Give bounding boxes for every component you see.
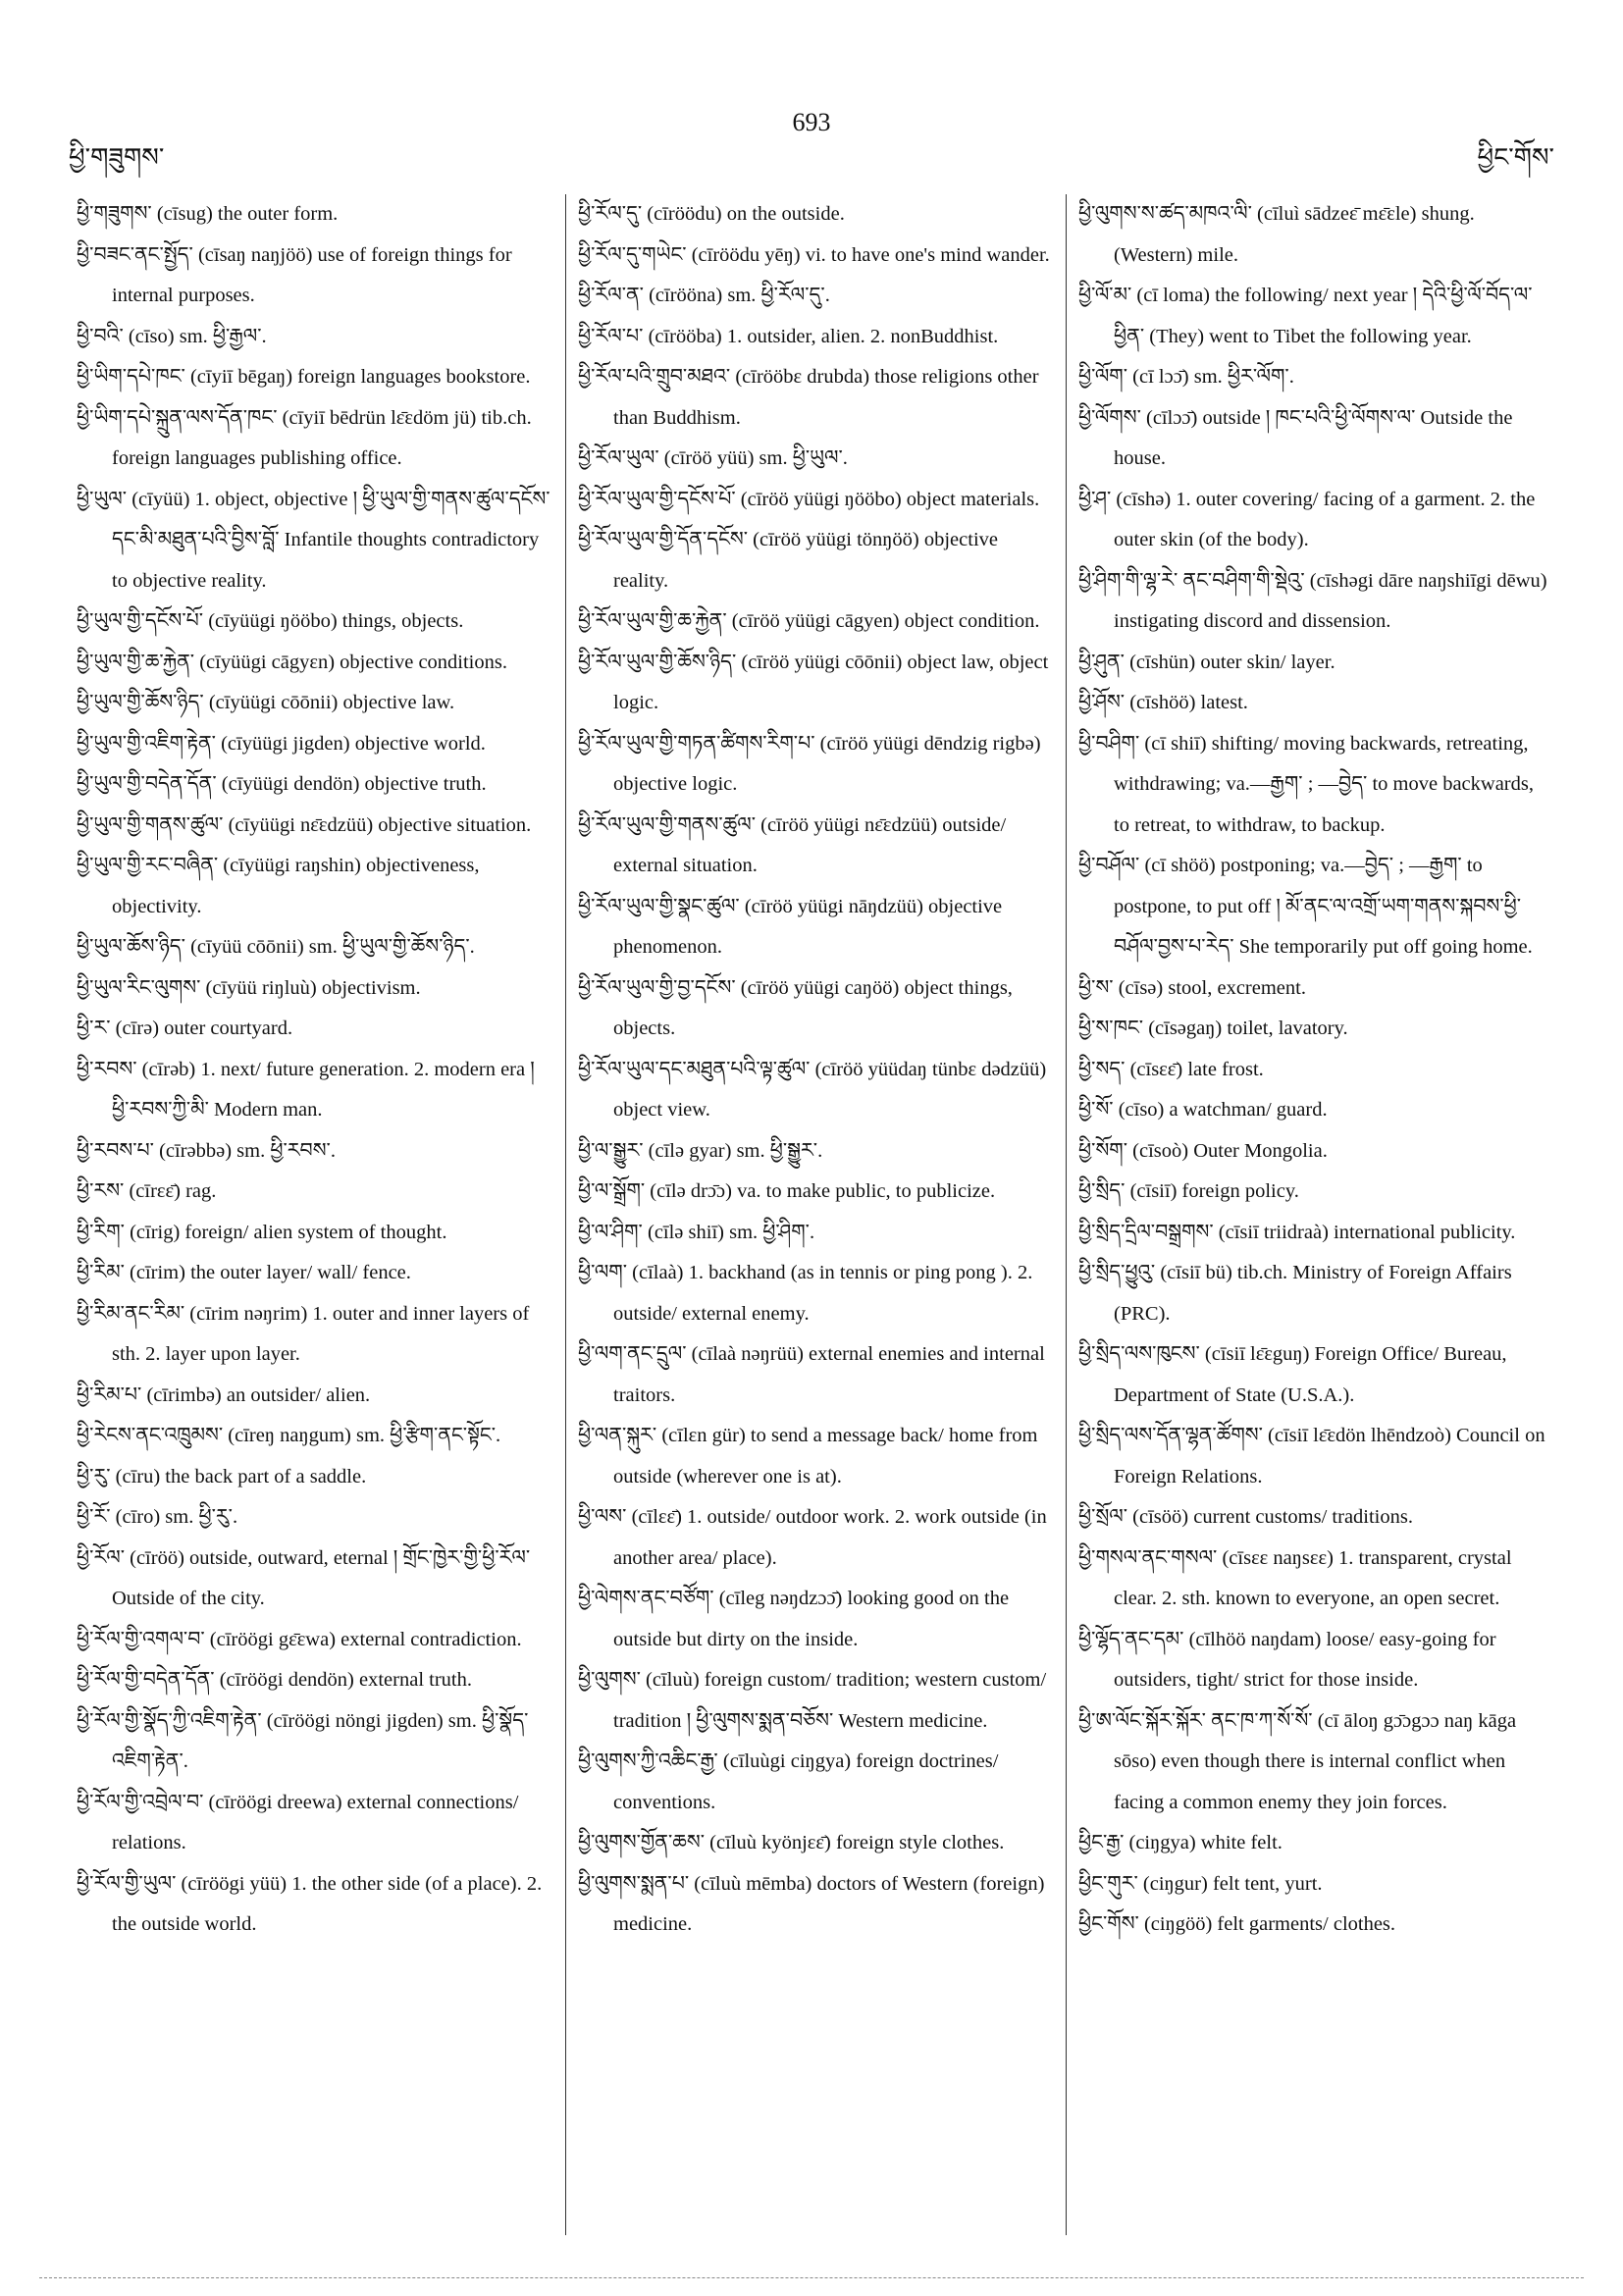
dictionary-entry: ཕྱི་ཡུལ་རིང་ལུགས་ (cīyüü riŋluù) objectivism. — [77, 976, 421, 999]
dictionary-entry: ཕྱི་རབས་ (cīrəb) 1. next/ future generation. 2. modern era ། ཕྱི་རབས་ཀྱི་མི་ Modern man. — [77, 1058, 535, 1121]
dictionary-entry: ཕྱི་ཡུལ་གྱི་འཇིག་རྟེན་ (cīyüügi jigden) objective world. — [77, 732, 486, 755]
dictionary-entry: ཕྱི་རོལ་གྱི་འབྲེལ་བ་ (cīröögi dreewa) external connections/ relations. — [77, 1791, 519, 1853]
dictionary-entry: ཕྱི་སྲིད་ལས་དོན་ལྷན་ཚོགས་ (cīsiī lɛ̄ɛdön lhēndzoò) Council on Foreign Relations. — [1078, 1425, 1545, 1487]
dictionary-entry: ཕྱི་སྲོལ་ (cīsöö) current customs/ traditions. — [1078, 1506, 1413, 1528]
page-header — [0, 108, 1623, 173]
dictionary-entry: ཕྱིང་གོས་ (ciŋgöö) felt garments/ clothes. — [1078, 1913, 1396, 1935]
dictionary-entry: ཕྱི་ཡིག་དཔེ་ཁང་ (cīyiī bēgaŋ) foreign languages bookstore. — [77, 366, 531, 388]
dictionary-entry: ཕྱི་རོལ་ཡུལ་ (cīröö yüü) sm. ཕྱི་ཡུལ་. — [578, 447, 848, 469]
dictionary-entry: ཕྱི་ལོ་མ་ (cī loma) the following/ next year ། དེའི་ཕྱི་ལོ་བོད་ལ་ཕྱིན་ (They) went to Tibet the following year. — [1078, 285, 1533, 347]
dictionary-entry: ཕྱི་ལ་སྒྲོག་ (cīlə drɔ̄ɔ) va. to make public, to publicize. — [578, 1180, 996, 1202]
dictionary-entry: ཕྱི་བཤིག་ (cī shiī) shifting/ moving backwards, retreating, withdrawing; va.—རྒྱག་ ; —བྱེད་ to move backwards, to retreat, to withdraw, to backup. — [1078, 732, 1534, 836]
page-number: 693 — [792, 108, 831, 136]
column-middle — [565, 194, 1066, 2235]
dictionary-entry: ཕྱི་ཨ་ལོང་སྐོར་སྐོར་ ནང་ཁ་ཀ་སོ་སོ་ (cī āloŋ gɔ̄ɔgɔɔ naŋ kāga sōso) even though there is internal conflict when facing a common enemy they join forces. — [1078, 1709, 1517, 1813]
dictionary-entry: ཕྱི་ལུགས་ (cīluù) foreign custom/ tradition; western custom/ tradition ། ཕྱི་ལུགས་སྨན་བཅོས་ Western medicine. — [578, 1669, 1047, 1732]
dictionary-entry: ཕྱི་རོལ་དུ་གཡེང་ (cīröödu yēŋ) vi. to have one's mind wander. — [578, 243, 1050, 266]
dictionary-entry: ཕྱི་ཤ་ (cīshə) 1. outer covering/ facing of a garment. 2. the outer skin (of the body). — [1078, 488, 1536, 550]
dictionary-entry: ཕྱི་ལྷོད་ནང་དམ་ (cīlhöö naŋdam) loose/ easy-going for outsiders, tight/ strict for those inside. — [1078, 1628, 1496, 1691]
dictionary-entry: ཕྱི་ལོགས་ (cīlɔɔ̄) outside ། ཁང་པའི་ཕྱི་ལོགས་ལ་ Outside the house. — [1078, 406, 1513, 469]
dictionary-entry: ཕྱི་ལུགས་ཀྱི་འཆིང་རྒྱ་ (cīluùgi ciŋgya) foreign doctrines/ conventions. — [578, 1750, 999, 1813]
page-footer-rule — [39, 2277, 1584, 2278]
dictionary-entry: ཕྱི་ཡུལ་ (cīyüü) 1. object, objective ། ཕྱི་ཡུལ་གྱི་གནས་ཚུལ་དངོས་དང་མི་མཐུན་པའི་བྱིས་བློ་ Infantile thoughts contradictory to objective reality. — [77, 488, 550, 592]
dictionary-entry: ཕྱི་ཡིག་དཔེ་སྐྲུན་ལས་དོན་ཁང་ (cīyiī bēdrün lɛ̄ɛdöm jü) tib.ch. foreign languages publishing office. — [77, 406, 532, 469]
dictionary-entry: ཕྱི་ལག་ (cīlaà) 1. backhand (as in tennis or ping pong ). 2. outside/ external enemy. — [578, 1262, 1033, 1325]
dictionary-entry: ཕྱི་ལག་ནང་དྲུལ་ (cīlaà nəŋrüü) external enemies and internal traitors. — [578, 1343, 1045, 1406]
dictionary-entry: ཕྱི་ལན་སྐུར་ (cīlɛn gür) to send a message back/ home from outside (wherever one is at). — [578, 1425, 1038, 1487]
dictionary-entry: ཕྱི་ལ་སྒྱུར་ (cīlə gyar) sm. ཕྱི་སྒྱུར་. — [578, 1139, 823, 1162]
dictionary-entry: ཕྱི་རོལ་ན་ (cīrööna) sm. ཕྱི་རོལ་དུ་. — [578, 285, 830, 306]
dictionary-entry: ཕྱི་རིམ་ (cīrim) the outer layer/ wall/ fence. — [77, 1262, 411, 1283]
dictionary-entry: ཕྱི་སོ་ (cīso) a watchman/ guard. — [1078, 1099, 1328, 1121]
dictionary-entry: ཕྱི་ལེགས་ནང་བཙོག་ (cīleg nəŋdzɔɔ̄) looking good on the outside but dirty on the inside. — [578, 1588, 1010, 1650]
dictionary-entry: ཕྱི་ལོག་ (cī lɔɔ̄) sm. ཕྱིར་ལོག་. — [1078, 366, 1294, 388]
dictionary-entry: ཕྱི་ཡུལ་གྱི་ཆ་རྐྱེན་ (cīyüügi cāgyɛn) objective conditions. — [77, 651, 507, 673]
dictionary-entry: ཕྱི་རོལ་ཡུལ་གྱི་གཏན་ཚིགས་རིག་པ་ (cīröö yüügi dēndzig rigbə) objective logic. — [578, 732, 1041, 795]
dictionary-entry: ཕྱི་ཡུལ་གྱི་དངོས་པོ་ (cīyüügi ŋööbo) things, objects. — [77, 610, 464, 632]
dictionary-entry: ཕྱི་ལུགས་སྨན་པ་ (cīluù mēmba) doctors of Western (foreign) medicine. — [578, 1872, 1045, 1935]
dictionary-entry: ཕྱི་ས་ཁང་ (cīsəgaŋ) toilet, lavatory. — [1078, 1018, 1348, 1039]
dictionary-entry: ཕྱི་བཟང་ནང་སྤྱོད་ (cīsaŋ naŋjöö) use of foreign things for internal purposes. — [77, 243, 512, 306]
dictionary-entry: ཕྱི་ཡུལ་གྱི་བདེན་དོན་ (cīyüügi dendön) objective truth. — [77, 773, 487, 795]
dictionary-entry: ཕྱི་རོལ་ཡུལ་གྱི་དོན་དངོས་ (cīröö yüügi tönŋöö) objective reality. — [578, 529, 998, 592]
dictionary-entry: ཕྱི་ཡུལ་ཆོས་ཉིད་ (cīyüü cōōnii) sm. ཕྱི་ཡུལ་གྱི་ཆོས་ཉིད་. — [77, 936, 475, 958]
dictionary-entry: ཕྱི་བཤོལ་ (cī shöö) postponing; va.—བྱེད་ ; —རྒྱག་ to postpone, to put off ། མོ་ནང་ལ་འགྲོ་ཡག་གནས་སྐབས་ཕྱི་བཤོལ་བྱས་པ་རེད་ She temporarily put off going home. — [1078, 855, 1533, 958]
dictionary-entry: ཕྱི་རོལ་ཡུལ་དང་མཐུན་པའི་ལྟ་ཚུལ་ (cīröö yüüdaŋ tünbɛ dədzüü) object view. — [578, 1058, 1047, 1121]
column-left — [65, 194, 565, 2235]
dictionary-entry: ཕྱི་རོལ་ཡུལ་གྱི་དངོས་པོ་ (cīröö yüügi ŋööbo) object materials. — [578, 488, 1040, 510]
dictionary-entry: ཕྱི་རོལ་གྱི་བདེན་དོན་ (cīröögi dendön) external truth. — [77, 1669, 472, 1691]
dictionary-entry: ཕྱི་རོལ་ཡུལ་གྱི་བྱ་དངོས་ (cīröö yüügi caŋöö) object things, objects. — [578, 976, 1013, 1039]
dictionary-entry: ཕྱི་ཤིག་གི་ལྷ་རེ་ ནང་བཤིག་གི་སྡེའུ་ (cīshəgi dāre naŋshiīgi dēwu) instigating discord and dissension. — [1078, 569, 1547, 632]
dictionary-entry: ཕྱི་སྲིད་ (cīsiī) foreign policy. — [1078, 1180, 1299, 1202]
header-guide-word-right: ཕྱིང་གོས་ — [1477, 143, 1554, 173]
dictionary-entry: ཕྱི་རོལ་གྱི་འགལ་བ་ (cīröögi gɛ̄ɛwa) external contradiction. — [77, 1628, 522, 1650]
dictionary-entry: ཕྱི་སྲིད་ལས་ཁུངས་ (cīsiī lɛ̄ɛguŋ) Foreign Office/ Bureau, Department of State (U.S.A.). — [1078, 1343, 1507, 1406]
dictionary-entry: ཕྱི་ཡུལ་གྱི་ཆོས་ཉིད་ (cīyüügi cōōnii) objective law. — [77, 692, 455, 713]
dictionary-entry: ཕྱི་རོལ་དུ་ (cīröödu) on the outside. — [578, 203, 845, 225]
dictionary-entry: ཕྱི་གསལ་ནང་གསལ་ (cīsɛɛ naŋsɛɛ) 1. transparent, crystal clear. 2. sth. known to everyone, an open secret. — [1078, 1546, 1512, 1609]
dictionary-entry: ཕྱི་རོལ་ཡུལ་གྱི་སྣང་ཚུལ་ (cīröö yüügi nāŋdzüü) objective phenomenon. — [578, 895, 1003, 958]
dictionary-columns — [65, 194, 1566, 2235]
dictionary-entry: ཕྱི་བའི་ (cīso) sm. ཕྱི་རྒྱལ་. — [77, 325, 267, 347]
dictionary-entry: ཕྱི་རབས་པ་ (cīrəbbə) sm. ཕྱི་རབས་. — [77, 1139, 336, 1162]
dictionary-entry: ཕྱི་ར་ (cīrə) outer courtyard. — [77, 1018, 293, 1039]
dictionary-entry: ཕྱི་ཤོས་ (cīshöö) latest. — [1078, 692, 1248, 713]
column-right — [1066, 194, 1566, 2235]
dictionary-entry: ཕྱི་རུ་ (cīru) the back part of a saddle. — [77, 1465, 367, 1487]
dictionary-entry: ཕྱི་རོལ་པ་ (cīrööba) 1. outsider, alien. 2. nonBuddhist. — [578, 325, 999, 347]
dictionary-entry: ཕྱི་ཡུལ་གྱི་རང་བཞིན་ (cīyüügi raŋshin) objectiveness, objectivity. — [77, 855, 480, 917]
dictionary-entry: ཕྱི་ལུགས་ས་ཚད་མཁའ་ལི་ (cīluì sādzeɛ̄ mɛ̄ɛle) shung. (Western) mile. — [1078, 203, 1475, 266]
dictionary-entry: ཕྱི་རིག་ (cīrig) foreign/ alien system of thought. — [77, 1221, 447, 1243]
dictionary-entry: ཕྱི་ལུགས་གྱོན་ཆས་ (cīluù kyönjɛɛ̄) foreign style clothes. — [578, 1832, 1005, 1853]
dictionary-entry: ཕྱི་ཤུན་ (cīshün) outer skin/ layer. — [1078, 651, 1335, 673]
dictionary-entry: ཕྱིང་རྒྱ་ (ciŋgya) white felt. — [1078, 1832, 1283, 1853]
dictionary-entry: ཕྱི་རོལ་ཡུལ་གྱི་གནས་ཚུལ་ (cīröö yüügi nɛ̄ɛdzüü) outside/ external situation. — [578, 813, 1007, 876]
dictionary-entry: ཕྱི་ལ་ཤིག་ (cīlə shiī) sm. ཕྱི་ཤིག་. — [578, 1221, 815, 1243]
dictionary-entry: ཕྱི་ཡུལ་གྱི་གནས་ཚུལ་ (cīyüügi nɛ̄ɛdzüü) objective situation. — [77, 813, 532, 836]
dictionary-entry: ཕྱི་རོལ་ཡུལ་གྱི་ཆོས་ཉིད་ (cīröö yüügi cōōnii) object law, object logic. — [578, 651, 1049, 713]
dictionary-entry: ཕྱི་རོལ་ (cīröö) outside, outward, eternal ། གྲོང་ཁྱེར་གྱི་ཕྱི་རོལ་ Outside of the city. — [77, 1546, 531, 1609]
dictionary-entry: ཕྱི་སད་ (cīsɛɛ̄) late frost. — [1078, 1058, 1264, 1080]
dictionary-entry: ཕྱི་རོལ་གྱི་ཡུལ་ (cīröögi yüü) 1. the other side (of a place). 2. the outside world. — [77, 1872, 543, 1935]
dictionary-entry: ཕྱི་སྲིད་ཕྱུའུ་ (cīsiī bü) tib.ch. Ministry of Foreign Affairs (PRC). — [1078, 1262, 1512, 1325]
dictionary-entry: ཕྱི་གཟུགས་ (cīsug) the outer form. — [77, 203, 339, 225]
dictionary-entry: ཕྱི་རོལ་པའི་གྲུབ་མཐའ་ (cīrööbɛ drubda) those religions other than Buddhism. — [578, 366, 1039, 429]
dictionary-entry: ཕྱི་རོལ་གྱི་སྣོད་ཀྱི་འཇིག་རྟེན་ (cīröögi nöngi jigden) sm. ཕྱི་སྣོད་འཇིག་རྟེན་. — [77, 1709, 529, 1772]
dictionary-entry: ཕྱི་རས་ (cīrɛɛ̄) rag. — [77, 1180, 217, 1202]
dictionary-entry: ཕྱི་ལས་ (cīlɛɛ̄) 1. outside/ outdoor work. 2. work outside (in another area/ place). — [578, 1506, 1047, 1569]
dictionary-entry: ཕྱི་རེངས་ནང་འཁྲུམས་ (cīreŋ naŋgum) sm. ཕྱི་རྩིག་ནང་སྟོང་. — [77, 1425, 501, 1446]
dictionary-entry: ཕྱི་རིམ་པ་ (cīrimbə) an outsider/ alien. — [77, 1383, 371, 1406]
dictionary-entry: ཕྱིང་གུར་ (ciŋgur) felt tent, yurt. — [1078, 1872, 1323, 1895]
dictionary-entry: ཕྱི་རིམ་ནང་རིམ་ (cīrim nəŋrim) 1. outer and inner layers of sth. 2. layer upon layer. — [77, 1302, 530, 1365]
dictionary-entry: ཕྱི་རོལ་ཡུལ་གྱི་ཆ་རྐྱེན་ (cīröö yüügi cāgyen) object condition. — [578, 610, 1040, 632]
dictionary-entry: ཕྱི་ས་ (cīsə) stool, excrement. — [1078, 976, 1306, 999]
dictionary-entry: ཕྱི་སྲིད་དྲིལ་བསྒྲགས་ (cīsiī triidraà) international publicity. — [1078, 1221, 1516, 1243]
header-guide-word-left: ཕྱི་གཟུགས་ — [69, 143, 165, 173]
dictionary-entry: ཕྱི་སོག་ (cīsoò) Outer Mongolia. — [1078, 1139, 1328, 1162]
dictionary-entry: ཕྱི་རོ་ (cīro) sm. ཕྱི་རུ་. — [77, 1506, 238, 1528]
